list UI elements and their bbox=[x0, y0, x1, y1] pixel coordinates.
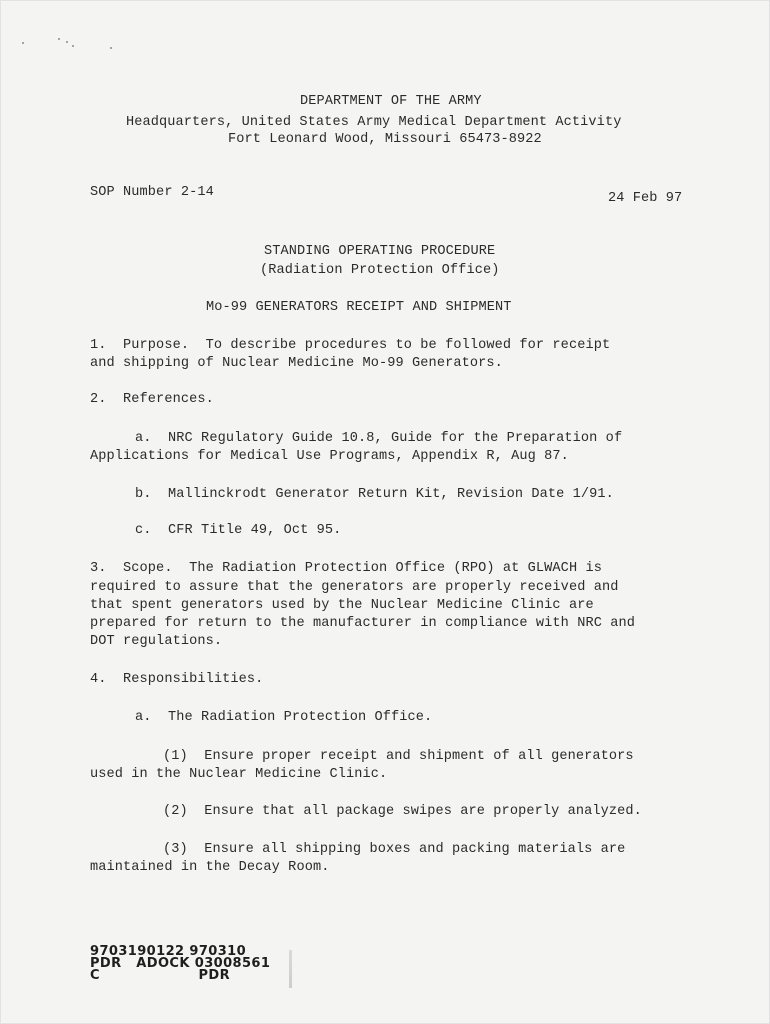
purpose-line-2: and shipping of Nuclear Medicine Mo-99 Generators. bbox=[90, 356, 503, 371]
docket-stamp bbox=[90, 946, 270, 982]
purpose-line-1: 1. Purpose. To describe procedures to be followed for receipt bbox=[90, 338, 611, 353]
scope-line-1: 3. Scope. The Radiation Protection Office (RPO) at GLWACH is bbox=[90, 561, 602, 576]
scan-speck bbox=[110, 47, 112, 49]
scan-speck bbox=[58, 38, 60, 40]
docket-line-3: C PDR bbox=[90, 968, 230, 983]
references-heading: 2. References. bbox=[90, 392, 214, 407]
reference-c: c. CFR Title 49, Oct 95. bbox=[135, 523, 342, 538]
responsibility-1-line-2: used in the Nuclear Medicine Clinic. bbox=[90, 767, 388, 782]
header-headquarters: Headquarters, United States Army Medical Department Activity bbox=[126, 115, 622, 130]
responsibility-2: (2) Ensure that all package swipes are properly analyzed. bbox=[163, 804, 642, 819]
reference-a-line-1: a. NRC Regulatory Guide 10.8, Guide for the Preparation of bbox=[135, 431, 623, 446]
title-line-2: (Radiation Protection Office) bbox=[260, 263, 500, 278]
scope-line-4: prepared for return to the manufacturer in compliance with NRC and bbox=[90, 616, 635, 631]
docket-line-1: 9703190122 970310 bbox=[90, 944, 247, 959]
reference-a-line-2: Applications for Medical Use Programs, Appendix R, Aug 87. bbox=[90, 449, 569, 464]
responsibility-1-line-1: (1) Ensure proper receipt and shipment of all generators bbox=[163, 749, 634, 764]
header-department: DEPARTMENT OF THE ARMY bbox=[300, 94, 482, 109]
scan-mark bbox=[289, 950, 292, 988]
scope-line-2: required to assure that the generators are properly received and bbox=[90, 580, 619, 595]
responsibilities-heading: 4. Responsibilities. bbox=[90, 672, 264, 687]
responsibility-3-line-1: (3) Ensure all shipping boxes and packing materials are bbox=[163, 842, 626, 857]
subject-heading: Mo-99 GENERATORS RECEIPT AND SHIPMENT bbox=[206, 300, 512, 315]
responsibility-3-line-2: maintained in the Decay Room. bbox=[90, 860, 330, 875]
reference-b: b. Mallinckrodt Generator Return Kit, Revision Date 1/91. bbox=[135, 487, 614, 502]
responsibility-a: a. The Radiation Protection Office. bbox=[135, 710, 433, 725]
header-location: Fort Leonard Wood, Missouri 65473-8922 bbox=[228, 132, 542, 147]
docket-line-2: PDR ADOCK 03008561 bbox=[90, 956, 271, 971]
scope-line-3: that spent generators used by the Nuclear Medicine Clinic are bbox=[90, 598, 594, 613]
document-date: 24 Feb 97 bbox=[608, 191, 683, 206]
scan-speck bbox=[72, 45, 74, 47]
scan-speck bbox=[66, 41, 68, 43]
scope-line-5: DOT regulations. bbox=[90, 634, 223, 649]
scan-speck bbox=[22, 42, 24, 44]
title-line-1: STANDING OPERATING PROCEDURE bbox=[264, 244, 496, 259]
sop-number: SOP Number 2-14 bbox=[90, 185, 214, 200]
